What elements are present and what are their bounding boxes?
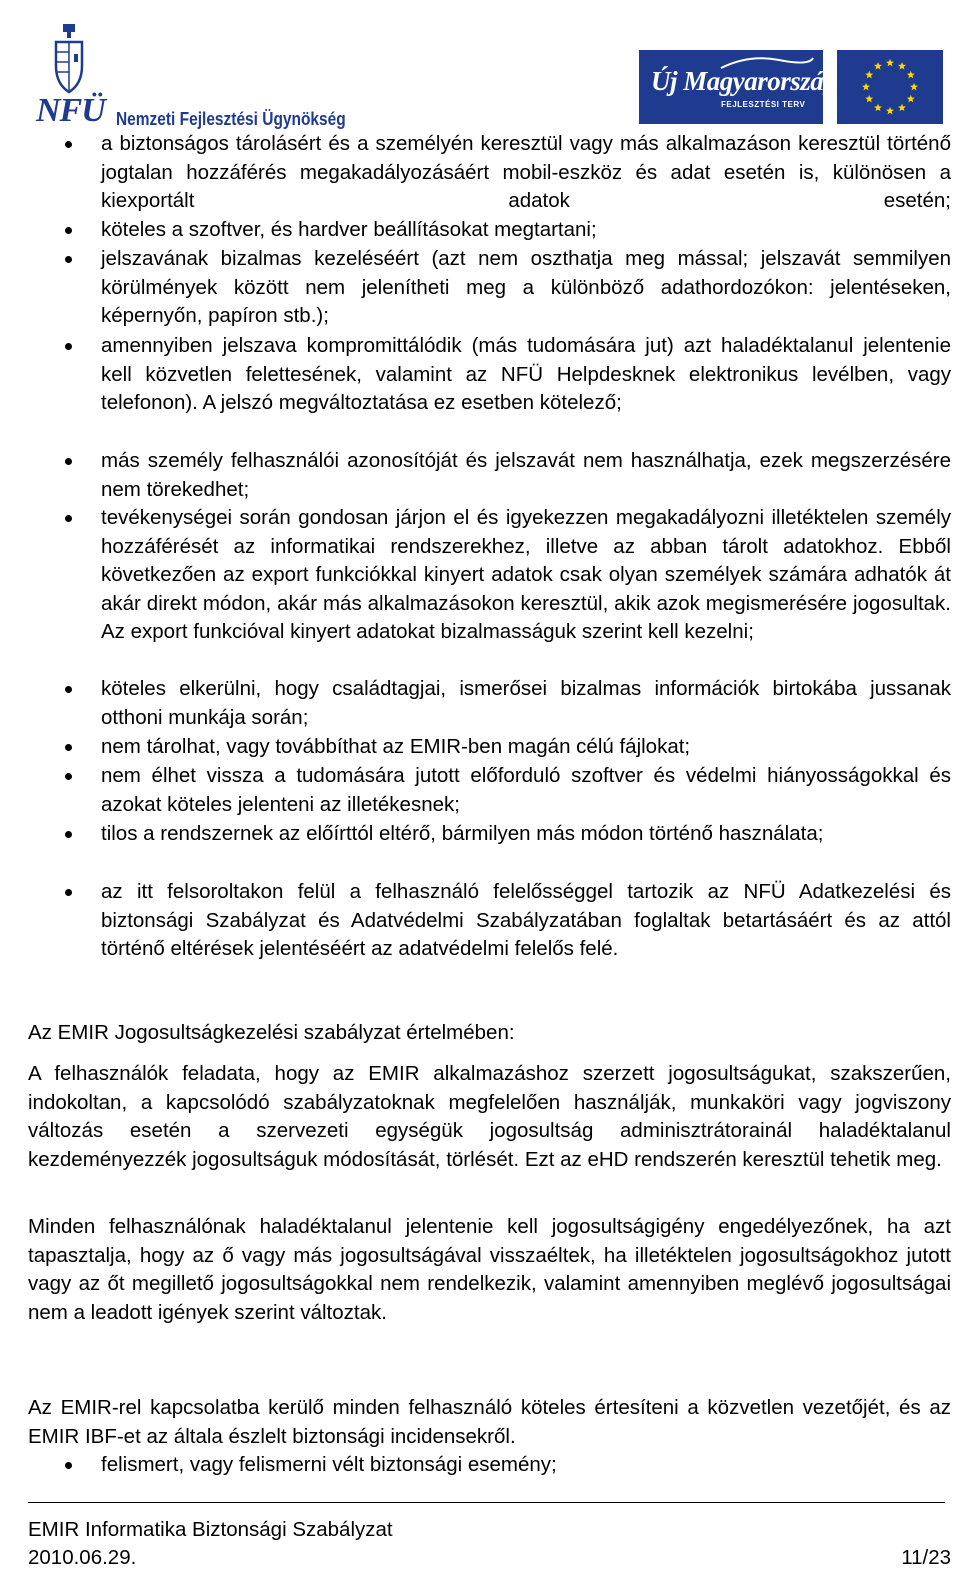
- bullet-icon: [65, 831, 72, 838]
- list-item: amennyiben jelszava kompromittálódik (más tudomására jut) azt haladéktalanul jelentenie kell közvetlen felettesének, valamint az NFÜ Helpdesknek elektronikus levélben, vagy telefonon). A jelszó megváltoztatása ez esetben kötelező;: [101, 332, 951, 418]
- star-icon: [898, 104, 906, 112]
- bullet-icon: [65, 141, 72, 148]
- star-icon: [907, 71, 915, 79]
- footer-title: EMIR Informatika Biztonsági Szabályzat: [28, 1518, 393, 1541]
- uj-magyarorszag-logo: [639, 50, 837, 124]
- star-icon: [874, 104, 882, 112]
- list-item: a biztonságos tárolásért és a személyén keresztül vagy más alkalmazáson keresztül történő jogtalan hozzáférés megakadályozásáért mobil-eszköz és adat esetén is, különösen a kiexportált adatok esetén;: [101, 130, 951, 216]
- list-item: felismert, vagy felismerni vélt biztonsági esemény;: [101, 1451, 951, 1480]
- list-item: tevékenységei során gondosan járjon el és igyekezzen megakadályozni illetéktelen személy hozzáférését az informatikai rendszerekhez, illetve az abban tárolt adatokhoz. Ebből következően az export funkciókkal kinyert adatok csak olyan személyek számára adhatók át akár direkt módon, akár más alkalmazásokon keresztül, akik azok megismerésére jogosultak. Az export funkcióval kinyert adatokat bizalmasságuk szerint kell kezelni;: [101, 504, 951, 647]
- bullet-icon: [65, 458, 72, 465]
- page-header: [0, 0, 960, 130]
- list-item: tilos a rendszernek az előírttól eltérő, bármilyen más módon történő használata;: [101, 820, 951, 849]
- eu-flag: [837, 50, 943, 124]
- list-item: köteles a szoftver, és hardver beállításokat megtartani;: [101, 216, 951, 245]
- bullet-icon: [65, 256, 72, 263]
- star-icon: [907, 95, 915, 103]
- list-item: jelszavának bizalmas kezeléséért (azt nem oszthatja meg mással; jelszavát semmilyen körülmények között nem jelenítheti meg a különböző adathordozókon: jelentéseken, képernyőn, papíron stb.);: [101, 245, 951, 331]
- list-item: más személy felhasználói azonosítóját és jelszavát nem használhatja, ezek megszerzésére nem törekedhet;: [101, 447, 951, 504]
- list-item: köteles elkerülni, hogy családtagjai, ismerősei bizalmas információk birtokába jussanak otthoni munkája során;: [101, 675, 951, 732]
- footer-divider: [28, 1502, 945, 1503]
- star-icon: [886, 107, 894, 115]
- nfu-logo-name: Nemzeti Fejlesztési Ügynökség: [116, 109, 346, 129]
- paragraph: A felhasználók feladata, hogy az EMIR alkalmazáshoz szerzett jogosultságukat, szakszerűen, indokoltan, a kapcsolódó szabályzatoknak megfelelően használják, munkaköri vagy jogviszony változás esetén a szervezeti egységük jogosultság adminisztrátorainál haladéktalanul kezdeményezzék jogosultságuk módosítását, törlését. Ezt az eHD rendszerén keresztül tehetik meg.: [28, 1062, 951, 1171]
- hungarian-crest-icon: [52, 24, 86, 96]
- bullet-icon: [65, 686, 72, 693]
- intro-paragraph: Az EMIR Jogosultságkezelési szabályzat értelmében:: [28, 1021, 515, 1044]
- paragraph: Az EMIR-rel kapcsolatba kerülő minden felhasználó köteles értesíteni a közvetlen vezetőjét, és az EMIR IBF-et az általa észlelt biztonsági incidensekről.: [28, 1396, 951, 1448]
- bullet-icon: [65, 1462, 72, 1469]
- bullet-icon: [65, 515, 72, 522]
- page-number: 11/23: [901, 1546, 951, 1569]
- star-icon: [910, 83, 918, 91]
- bullet-icon: [65, 773, 72, 780]
- nfu-logo: [36, 24, 346, 129]
- bullet-icon: [65, 227, 72, 234]
- star-icon: [865, 95, 873, 103]
- star-icon: [886, 59, 894, 67]
- list-item: az itt felsoroltakon felül a felhasználó felelősséggel tartozik az NFÜ Adatkezelési és biztonsági Szabályzat és Adatvédelmi Szabályzatában foglaltak betartásáért és az attól történő eltérések jelentéséért az adatvédelmi felelős felé.: [101, 878, 951, 964]
- star-icon: [865, 71, 873, 79]
- bullet-icon: [65, 889, 72, 896]
- list-item: nem élhet vissza a tudomására jutott előforduló szoftver és védelmi hiányosságokkal és azokat köteles jelenteni az illetékesnek;: [101, 762, 951, 819]
- footer-date: 2010.06.29.: [28, 1546, 137, 1569]
- star-icon: [898, 62, 906, 70]
- bullet-icon: [65, 744, 72, 751]
- uj-magyarorszag-subtitle: FEJLESZTÉSI TERV: [721, 100, 806, 109]
- eu-stars-icon: [837, 50, 943, 124]
- star-icon: [874, 62, 882, 70]
- nfu-logo-mark: NFÜ: [36, 92, 105, 129]
- paragraph: Minden felhasználónak haladéktalanul jelentenie kell jogosultságigény engedélyezőnek, ha azt tapasztalja, hogy az ő vagy más jogosultságával visszaéltek, ha illetéktelen jogosultságokhoz jutott vagy az őt megillető jogosultságokkal nem rendelkezik, valamint amennyiben meglévő jogosultságai nem a leadott igények szerint változtak.: [28, 1215, 951, 1324]
- bullet-icon: [65, 343, 72, 350]
- star-icon: [862, 83, 870, 91]
- list-item: nem tárolhat, vagy továbbíthat az EMIR-ben magán célú fájlokat;: [101, 733, 951, 762]
- uj-magyarorszag-text: Új Magyarország: [651, 66, 837, 96]
